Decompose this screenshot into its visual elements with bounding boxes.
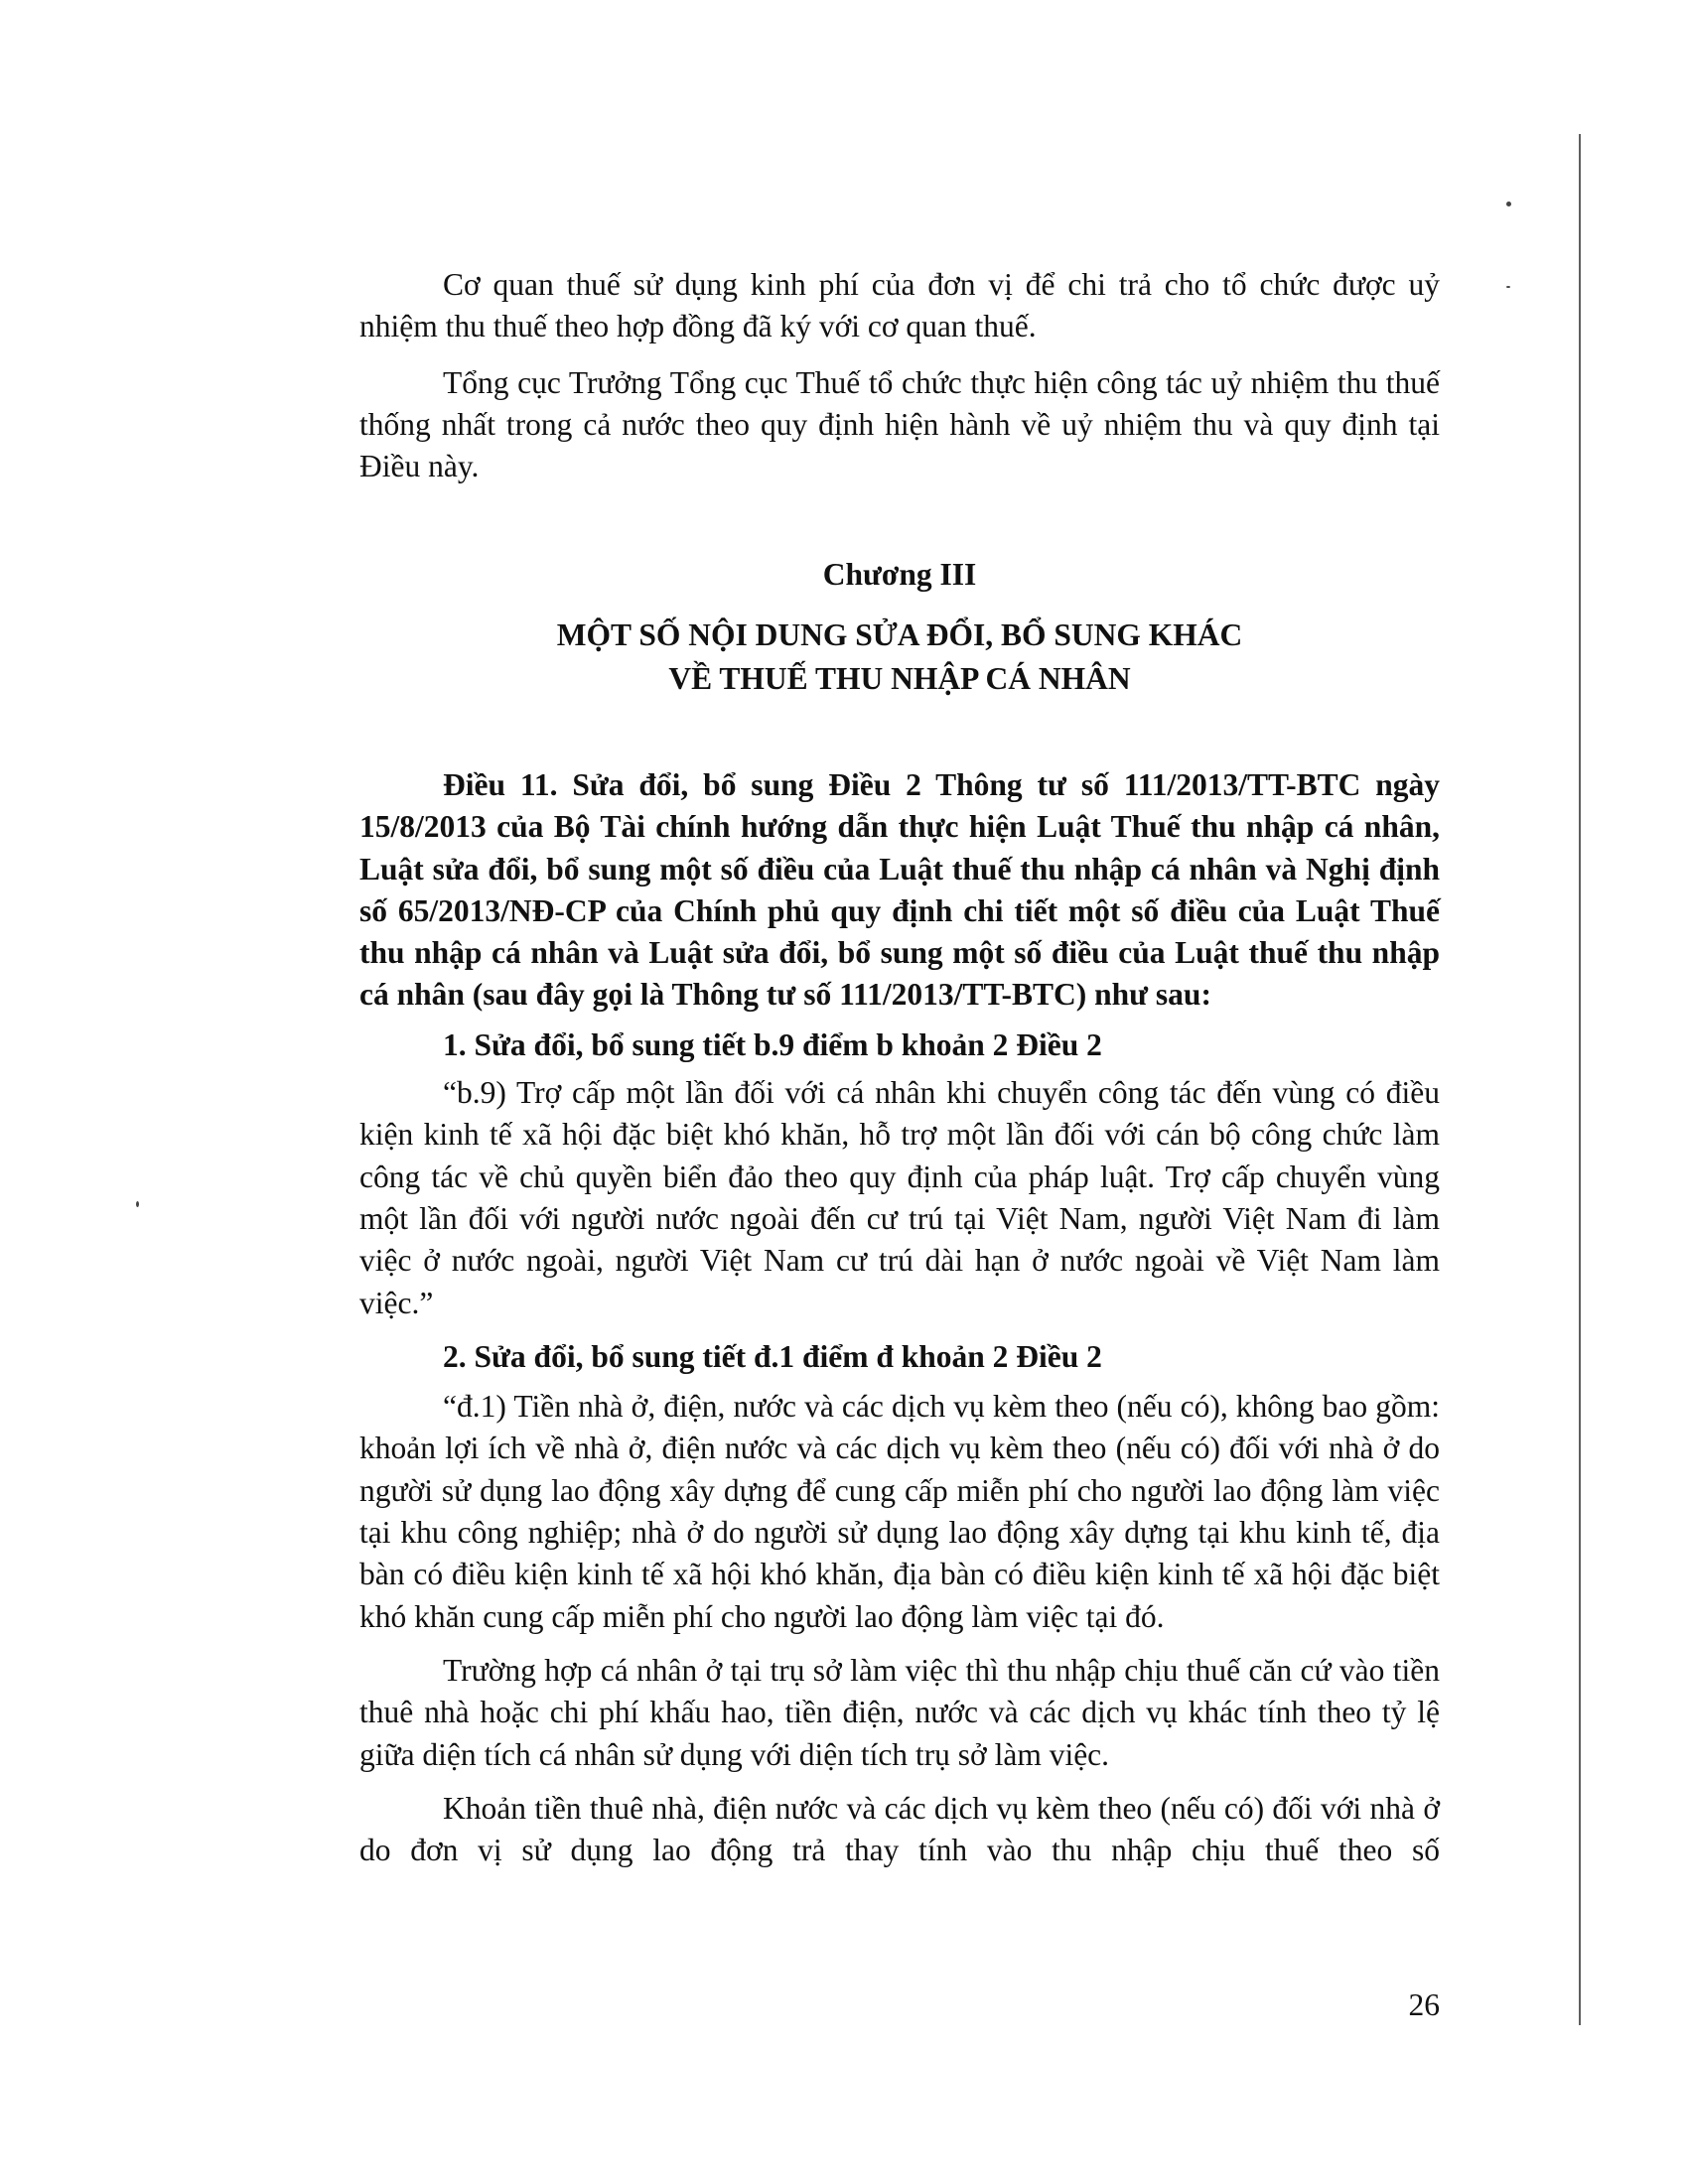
chapter-heading bbox=[359, 553, 1440, 701]
paragraph: Cơ quan thuế sử dụng kinh phí của đơn vị để chi trả cho tổ chức được uỷ nhiệm thu thuế theo hợp đồng đã ký với cơ quan thuế. bbox=[359, 267, 1440, 344]
chapter-title-line1: MỘT SỐ NỘI DUNG SỬA ĐỔI, BỔ SUNG KHÁC bbox=[556, 617, 1243, 652]
article-body bbox=[359, 764, 1440, 1871]
page-number: 26 bbox=[1408, 1987, 1440, 2022]
item2-heading: 2. Sửa đổi, bổ sung tiết đ.1 điểm đ khoản 2 Điều 2 bbox=[443, 1338, 1102, 1374]
article-heading: Điều 11. Sửa đổi, bổ sung Điều 2 Thông tư số 111/2013/TT-BTC ngày 15/8/2013 của Bộ Tài chính hướng dẫn thực hiện Luật Thuế thu nhập cá nhân, Luật sửa đổi, bổ sung một số điều của Luật thuế thu nhập cá nhân và Nghị định số 65/2013/NĐ-CP của Chính phủ quy định chi tiết một số điều của Luật Thuế thu nhập cá nhân và Luật sửa đổi, bổ sung một số điều của Luật thuế thu nhập cá nhân (sau đây gọi là Thông tư số 111/2013/TT-BTC) như sau: bbox=[359, 767, 1440, 1013]
item2-text: “đ.1) Tiền nhà ở, điện, nước và các dịch vụ kèm theo (nếu có), không bao gồm: khoản lợi ích về nhà ở, điện nước và các dịch vụ kèm theo (nếu có) đối với nhà ở do người sử dụng lao động xây dựng để cung cấp miễn phí cho người lao động làm việc tại khu công nghiệp; nhà ở do người sử dụng lao động xây dựng tại khu kinh tế, địa bàn có điều kiện kinh tế xã hội khó khăn, địa bàn có điều kiện kinh tế xã hội đặc biệt khó khăn cung cấp miễn phí cho người lao động làm việc tại đó. bbox=[359, 1389, 1440, 1634]
item2-text: Trường hợp cá nhân ở tại trụ sở làm việc thì thu nhập chịu thuế căn cứ vào tiền thuê nhà hoặc chi phí khấu hao, tiền điện, nước và các dịch vụ khác tính theo tỷ lệ giữa diện tích cá nhân sử dụng với diện tích trụ sở làm việc. bbox=[359, 1652, 1440, 1772]
scan-edge-line bbox=[1579, 134, 1581, 2025]
chapter-title-line2: VỀ THUẾ THU NHẬP CÁ NHÂN bbox=[668, 661, 1131, 696]
scan-speck bbox=[1506, 202, 1511, 206]
intro-paragraphs bbox=[359, 264, 1440, 487]
paragraph: Tổng cục Trưởng Tổng cục Thuế tổ chức thực hiện công tác uỷ nhiệm thu thuế thống nhất trong cả nước theo quy định hiện hành về uỷ nhiệm thu và quy định tại Điều này. bbox=[359, 364, 1440, 484]
scan-speck bbox=[136, 1201, 139, 1207]
scan-speck bbox=[1506, 286, 1510, 288]
chapter-number: Chương III bbox=[822, 557, 977, 592]
item2-text: Khoản tiền thuê nhà, điện nước và các dịch vụ kèm theo (nếu có) đối với nhà ở do đơn vị sử dụng lao động trả thay tính vào thu nhập chịu thuế theo số bbox=[359, 1790, 1440, 1868]
item1-text: “b.9) Trợ cấp một lần đối với cá nhân khi chuyển công tác đến vùng có điều kiện kinh tế xã hội đặc biệt khó khăn, hỗ trợ một lần đối với cán bộ công chức làm công tác về chủ quyền biển đảo theo quy định của pháp luật. Trợ cấp chuyển vùng một lần đối với người nước ngoài đến cư trú tại Việt Nam, người Việt Nam đi làm việc ở nước ngoài, người Việt Nam cư trú dài hạn ở nước ngoài về Việt Nam làm việc.” bbox=[359, 1075, 1440, 1320]
item1-heading: 1. Sửa đổi, bổ sung tiết b.9 điểm b khoản 2 Điều 2 bbox=[443, 1026, 1102, 1062]
